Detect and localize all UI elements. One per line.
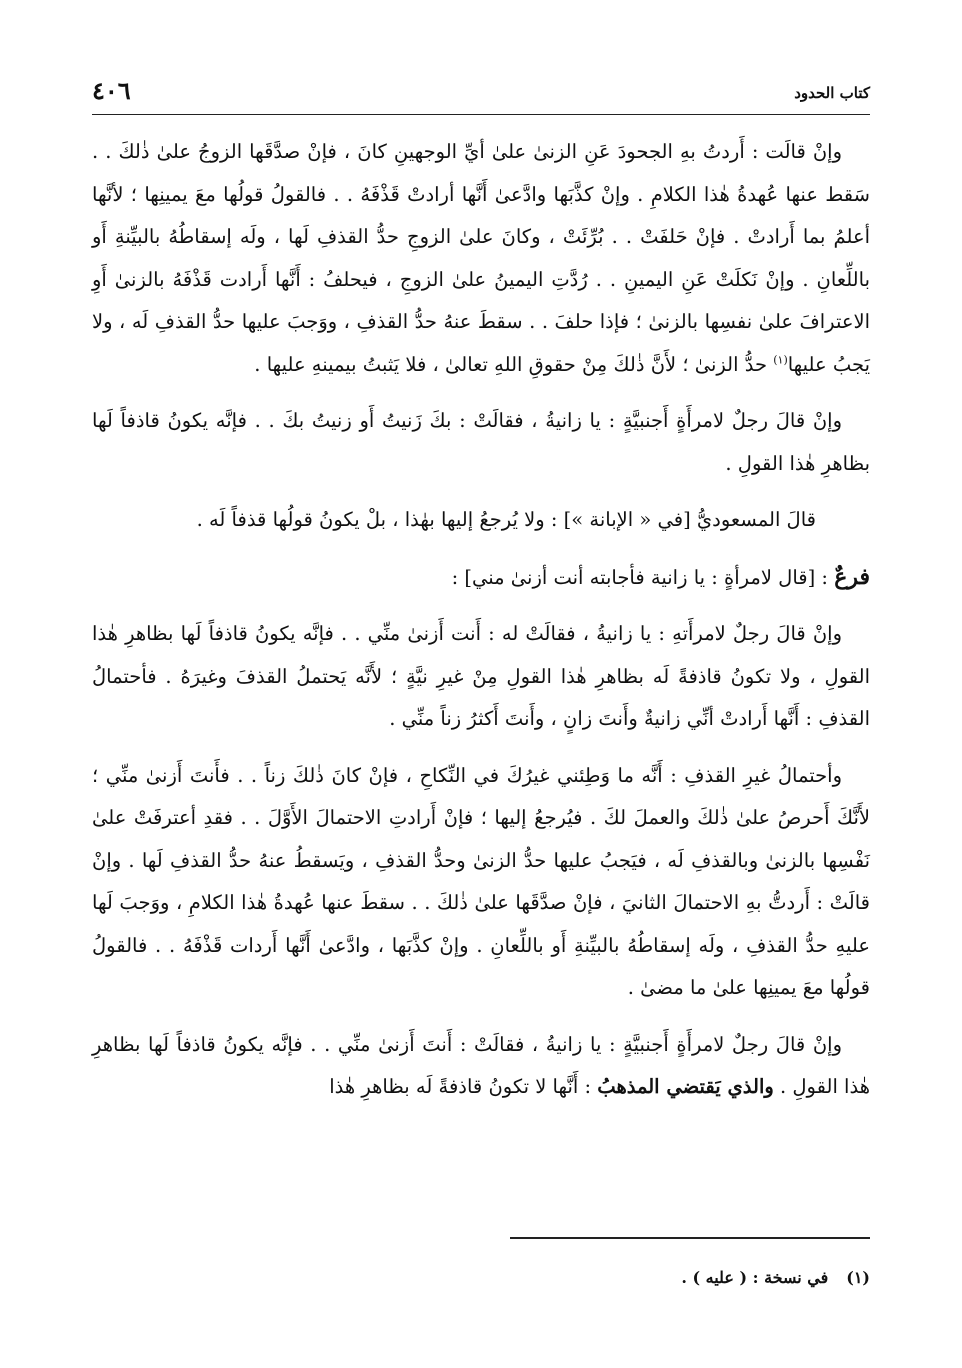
paragraph-6-text: وإنْ قالَ رجلٌ لامرأَةٍ أَجنبيَّةٍ : يا زانيةُ ، فقالَتْ : أَنتَ أَزنىٰ منِّي . . فإنَّه يكونُ قاذفاً لَها بظاهرِ هٰذا القولِ . [92,1032,870,1098]
footnote-ref[interactable]: (١) [773,353,788,366]
section-label: فرعٌ [834,563,870,590]
footnote-text: في نسخة : ( عليه ) . [681,1268,829,1287]
running-title: كتاب الحدود [794,84,870,102]
section-title: : [قال لامرأةٍ : يا زانية فأجابته أنت أزنىٰ مني] : [451,565,835,589]
paragraph-4: وإنْ قالَ رجلٌ لامرأَتهِ : يا زانيةُ ، فقالَتْ له : أَنت أَزنىٰ منِّي . . فإنَّه يكونُ قاذفاً لَها بظاهرِ هٰذا القولِ ، ولا تكونُ قاذفةً لَه بظاهرِ هٰذا القولِ مِنْ غيرِ نيَّةٍ ؛ لأَنَّه يَحتملُ القذفَ وغيرَهُ . فأحتمالُ القذفِ : أَنَّها أَرادتْ أنِّي زانيةٌ وأَنتَ زانٍ ، وأَنتَ أَكثرُ زناً منِّي . [92,622,870,730]
paragraph-6-bold: والذي يَقتضي المذهبُ [597,1075,774,1098]
paragraph-6-end: : أَنَّها لا تكونُ قاذفةً لَه بظاهرِ هٰذا [329,1075,598,1098]
paragraph-5: وأحتمالُ غيرِ القذفِ : أَنَّه ما وَطِئني غيرُكَ في النِّكاحِ ، فإنْ كانَ ذٰلكَ زناً . . فأَنتَ أَزنىٰ منِّي ؛ لأَنَّكَ أَحرصُ علىٰ ذٰلكَ والعملَ لكَ . فيُرجعُ إليها ؛ فإنْ أَرادتِ الاحتمالَ الأَوَّلَ . . فقدِ أعترفَتْ علىٰ نَفْسِها بالزنىٰ وبالقذفِ لَه ، فيَجبُ عليها حدُّ الزنىٰ وحدُّ القذفِ ، ويَسقطُ عنهُ حدُّ القذفِ لَها . وإنْ قالَتْ : أَردتُّ بهِ الاحتمالَ الثانيَ ، فإنْ صدَّقَها علىٰ ذٰلكَ . . سقطَ عنها عُهدةُ هٰذا الكلامِ ، ووَجبَ لَها عليهِ حدُّ القذفِ ، ولَه إسقاطُهُ بالبيِّنةِ أَو باللِّعانِ . وإنْ كذَّبَها ، وادَّعىٰ أَنَّها أَردات قَذْفَهُ . . فالقولُ قولُها معَ يمينِها علىٰ ما مضىٰ . [92,763,870,999]
paragraph-1-end: حدُّ الزنىٰ ؛ لأَنَّ ذٰلكَ مِنْ حقوقِ اللهِ تعالىٰ ، فلا يَثبتُ بيمينهِ عليها . [254,352,774,376]
paragraph-3: قالَ المسعوديُّ [في « الإبانة »] : ولا يُرجعُ إليها بهٰذا ، بلْ يكونُ قولُها قذفاً لَه . [196,508,816,531]
page-number: ٤٠٦ [92,76,131,105]
paragraph-2: وإنْ قالَ رجلٌ لامرأَةٍ أَجنبيَّةٍ : يا زانيةُ ، فقالَتْ : بكَ زَنيتُ أَو زنيتُ بكَ . . فإنَّه يكونُ قاذفاً لَها بظاهرِ هٰذا القولِ . [92,409,870,475]
footnote-number: (١) [846,1268,870,1287]
paragraph-1-text: وإنْ قالَت : أَردتُ بهِ الجحودَ عَنِ الزنىٰ علىٰ أيِّ الوجهينِ كانَ ، فإنْ صدَّقَها الزوجُ علىٰ ذٰلكَ . . سَقط عنها عُهدةُ هٰذا الكلامِ . وإنْ كذَّبَها وادَّعىٰ أَنَّها أرادتْ قَذْفَهُ . . فالقولُ قولُها معَ يمينِها ؛ لأنَّها أعلمُ بما أَرادتْ . فإنْ حَلفَتْ . . بُرِّئَتْ ، وكانَ علىٰ الزوجِ حدُّ القذفِ لَها ، ولَه إسقاطُهُ بالبيِّنةِ أَو باللِّعانِ . وإنْ نَكلَتْ عَنِ اليمينِ . . رُدَّتِ اليمينُ علىٰ الزوجِ ، فيحلفُ : أَنَّها أَرادت قَذْفَهُ بالزنىٰ أَوِ الاعترافَ علىٰ نفسِها بالزنىٰ ؛ فإذا حلفَ . . سقطَ عنهُ حدُّ القذفِ ، ووَجبَ عليها حدُّ القذفِ لَه ، ولا يَجبُ عليها [92,140,870,376]
page-header [92,70,870,115]
footnote [681,1268,870,1287]
main-text [92,131,870,1109]
footnote-divider [510,1237,870,1239]
section-heading [92,556,870,600]
paragraph-1 [92,131,870,386]
paragraph-6 [92,1024,870,1109]
document-page [92,70,870,1287]
